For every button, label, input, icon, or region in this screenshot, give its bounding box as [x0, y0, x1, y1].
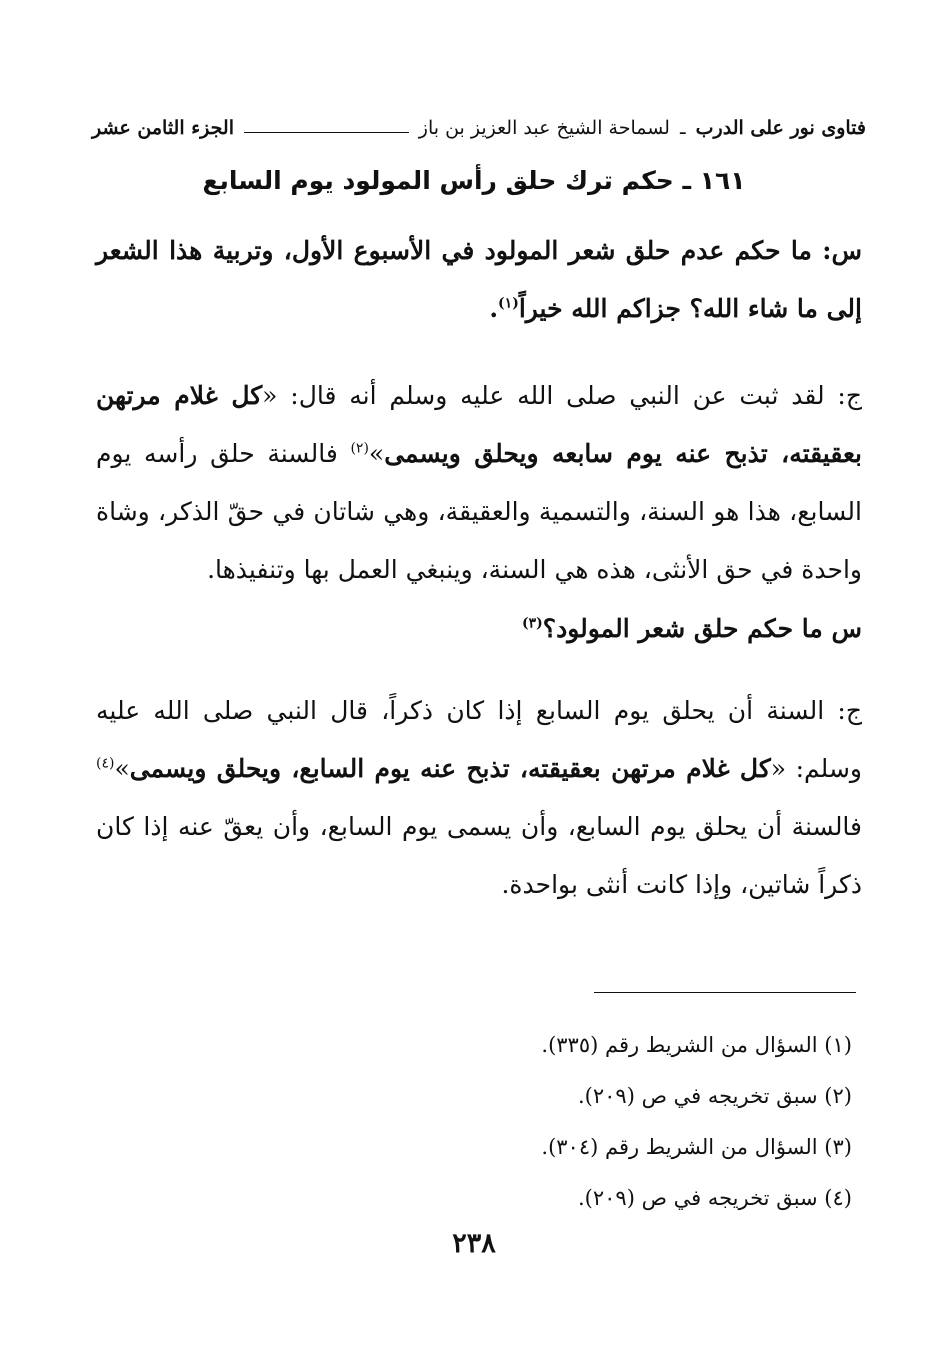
running-header-left-group [419, 117, 866, 139]
answer-1-hadith-close: » [368, 439, 385, 468]
answer-1 [96, 367, 862, 599]
section-title: ١٦١ ـ حكم ترك حلق رأس المولود يوم السابع [202, 166, 746, 195]
answer-2-hadith: كل غلام مرتهن بعقيقته، تذبح عنه يوم السابع، ويحلق ويسمى [129, 754, 771, 783]
footnote-divider [594, 992, 856, 993]
book-title: فتاوى نور على الدرب [695, 117, 866, 139]
answer-2-hadith-close: » [114, 754, 130, 783]
question-2-text: س ما حكم حلق شعر المولود؟ [542, 614, 862, 643]
footnote-item: (٤) سبق تخريجه في ص (٢٠٩). [578, 1186, 852, 1210]
answer-2 [96, 682, 862, 914]
question-1 [96, 222, 862, 338]
answer-2-rest: فالسنة أن يحلق يوم السابع، وأن يسمى يوم السابع، وأن يعقّ عنه إذا كان ذكراً شاتين، وإذا كانت أنثى بواحدة. [96, 812, 862, 899]
header-rule [244, 132, 409, 133]
page-number: ٢٣٨ [452, 1228, 496, 1259]
running-header [92, 108, 866, 148]
question-1-end: . [489, 294, 499, 323]
footnote-item: (٣) السؤال من الشريط رقم (٣٠٤). [541, 1135, 852, 1159]
footnote-ref-3: (٣) [522, 615, 543, 632]
answer-1-intro: ج: لقد ثبت عن النبي صلى الله عليه وسلم أنه قال: « [262, 381, 862, 410]
footnote-ref-1: (١) [498, 295, 519, 312]
answer-1-hadith: كل غلام مرتهن بعقيقته، تذبح عنه يوم سابعه ويحلق ويسمى [96, 381, 862, 468]
footnote-ref-2: (٢) [350, 440, 369, 457]
question-2 [96, 600, 862, 658]
question-1-text: س: ما حكم عدم حلق شعر المولود في الأسبوع الأول، وتربية هذا الشعر إلى ما شاء الله؟ جزاكم الله خيراً [96, 236, 862, 323]
footnote-item: (١) السؤال من الشريط رقم (٣٣٥). [541, 1033, 852, 1057]
header-separator: ـ [680, 117, 686, 139]
answer-2-intro: ج: السنة أن يحلق يوم السابع إذا كان ذكراً، قال النبي صلى الله عليه وسلم: « [96, 696, 862, 783]
author-name: لسماحة الشيخ عبد العزيز بن باز [418, 117, 670, 139]
volume-label: الجزء الثامن عشر [92, 117, 234, 139]
answer-1-rest: فالسنة حلق رأسه يوم السابع، هذا هو السنة، والتسمية والعقيقة، وهي شاتان في حقّ الذكر، وشاة واحدة في حق الأنثى، هذه هي السنة، وينبغي العمل بها وتنفيذها. [96, 439, 862, 584]
footnotes [96, 1020, 852, 1224]
footnote-item: (٢) سبق تخريجه في ص (٢٠٩). [578, 1084, 852, 1108]
footnote-ref-4: (٤) [96, 755, 115, 772]
